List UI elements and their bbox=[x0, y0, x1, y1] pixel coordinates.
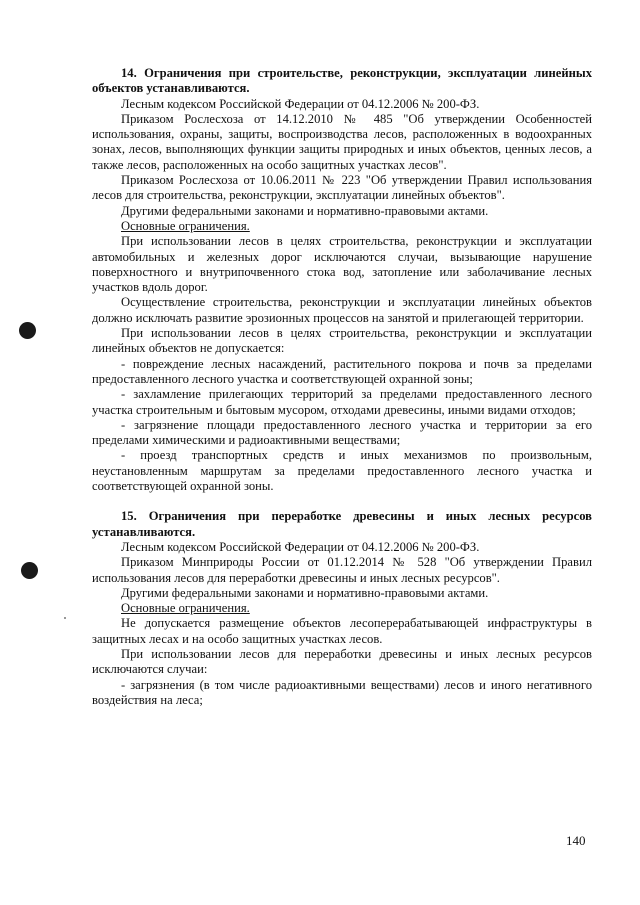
page-number: 140 bbox=[566, 833, 586, 848]
section-14-list-item: - повреждение лесных насаждений, растительного покрова и почв за пределами предоставленного лесного участка и соответствующей охранной зоны; bbox=[92, 356, 592, 386]
punch-hole bbox=[21, 562, 38, 579]
section-15-source-1: Лесным кодексом Российской Федерации от 04.12.2006 № 200-ФЗ. bbox=[121, 539, 480, 554]
section-15-paragraph-infrastructure: Не допускается размещение объектов лесоперерабатывающей инфраструктуры в защитных лесах и на особо защитных участках лесов. bbox=[92, 616, 592, 646]
section-14-paragraph-prohibited: При использовании лесов в целях строительства, реконструкции и эксплуатации линейных объектов не допускается: bbox=[92, 326, 592, 356]
section-15-restrictions-label: Основные ограничения. bbox=[121, 601, 250, 616]
section-15-heading: 15. Ограничения при переработке древесины и иных лесных ресурсов устанавливаются. bbox=[92, 509, 592, 539]
section-15-paragraph-excluded: При использовании лесов для переработки древесины и иных лесных ресурсов исключаются случаи: bbox=[92, 646, 592, 677]
document-body bbox=[92, 66, 592, 708]
section-14-paragraph-roads: При использовании лесов в целях строительства, реконструкции и эксплуатации автомобильных и железных дорог исключаются случаи, вызывающие нарушение поверхностного и внутрипочвенного стока вод, затопление или заболачивание лесных участков вдоль дорог. bbox=[92, 234, 592, 295]
section-14-list-item: - загрязнение площади предоставленного лесного участка и территории за его пределами химическими и радиоактивными веществами; bbox=[92, 417, 592, 448]
punch-hole bbox=[19, 322, 36, 339]
section-14-paragraph-erosion: Осуществление строительства, реконструкции и эксплуатации линейных объектов должно исключать развитие эрозионных процессов на занятой и прилегающей территории. bbox=[92, 295, 592, 325]
section-14-list-item: - захламление прилегающих территорий за пределами предоставленного лесного участка строительным и бытовым мусором, отходами древесины, иными видами отходов; bbox=[92, 387, 592, 417]
section-14-heading: 14. Ограничения при строительстве, реконструкции, эксплуатации линейных объектов устанавливаются. bbox=[92, 66, 592, 96]
section-14-source-2: Приказом Рослесхоза от 14.12.2010 № 485 "Об утверждении Особенностей использования, охраны, защиты, воспроизводства лесов, расположенных в водоохранных зонах, лесов, выполняющих функции защиты природных и иных объектов, ценных лесов, а также лесов, расположенных на особо защитных участках лесов". bbox=[92, 111, 592, 172]
section-14-list-item: - проезд транспортных средств и иных механизмов по произвольным, неустановленным маршрутам за пределами предоставленного лесного участка и соответствующей охранной зоны. bbox=[92, 448, 592, 494]
section-14-source-1: Лесным кодексом Российской Федерации от 04.12.2006 № 200-ФЗ. bbox=[121, 96, 480, 111]
section-14-restrictions-label: Основные ограничения. bbox=[121, 218, 250, 233]
section-14-source-4: Другими федеральными законами и нормативно-правовыми актами. bbox=[121, 203, 489, 218]
section-14-source-3: Приказом Рослесхоза от 10.06.2011 № 223 "Об утверждении Правил использования лесов для строительства, реконструкции, эксплуатации линейных объектов". bbox=[92, 173, 592, 203]
section-15-list-item: - загрязнения (в том числе радиоактивными веществами) лесов и иного негативного воздействия на леса; bbox=[92, 677, 592, 707]
section-15-source-2: Приказом Минприроды России от 01.12.2014 № 528 "Об утверждении Правил использования лесов для переработки древесины и иных лесных ресурсов". bbox=[92, 555, 592, 585]
section-15-source-3: Другими федеральными законами и нормативно-правовыми актами. bbox=[121, 585, 489, 600]
scan-speck bbox=[64, 617, 66, 619]
